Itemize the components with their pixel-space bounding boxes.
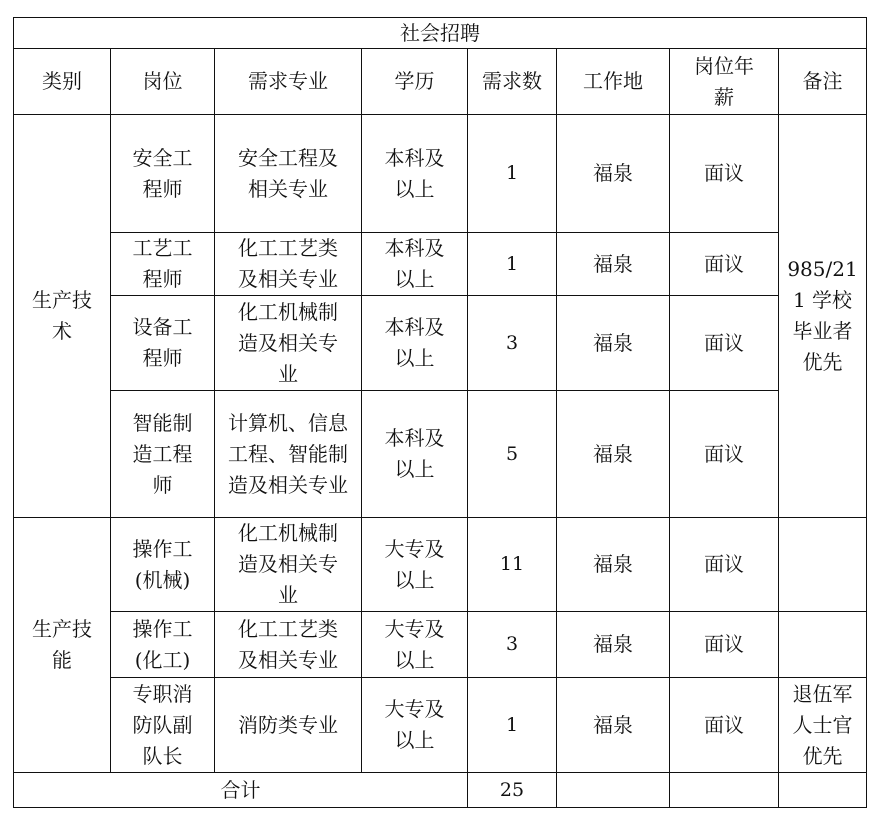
table-row [14,296,867,391]
salary-cell: 面议 [670,612,779,678]
major-cell: 计算机、信息工程、智能制造及相关专业 [215,391,362,518]
major-cell: 化工机械制造及相关专业 [215,518,362,612]
location-cell: 福泉 [557,678,670,773]
education-cell: 大专及以上 [362,518,468,612]
count-cell: 1 [468,678,557,773]
header-location: 工作地 [557,49,670,115]
count-cell: 5 [468,391,557,518]
major-cell: 化工工艺类及相关专业 [215,612,362,678]
position-cell: 操作工(机械) [111,518,215,612]
position-cell: 安全工程师 [111,115,215,233]
remarks-cell [779,518,867,612]
location-cell: 福泉 [557,296,670,391]
remarks-cell: 退伍军人士官优先 [779,678,867,773]
empty-cell [670,773,779,808]
header-major: 需求专业 [215,49,362,115]
title-row [14,18,867,49]
category-cell: 生产技术 [14,115,111,518]
education-cell: 大专及以上 [362,678,468,773]
table-row [14,391,867,518]
major-cell: 安全工程及相关专业 [215,115,362,233]
location-cell: 福泉 [557,518,670,612]
table-row [14,233,867,296]
empty-cell [779,773,867,808]
location-cell: 福泉 [557,115,670,233]
education-cell: 本科及以上 [362,391,468,518]
total-label: 合计 [14,773,468,808]
salary-cell: 面议 [670,518,779,612]
major-cell: 化工机械制造及相关专业 [215,296,362,391]
count-cell: 11 [468,518,557,612]
location-cell: 福泉 [557,391,670,518]
total-row [14,773,867,808]
remarks-cell: 985/211 学校毕业者优先 [779,115,867,518]
recruitment-table [13,17,867,808]
education-cell: 本科及以上 [362,115,468,233]
salary-cell: 面议 [670,678,779,773]
education-cell: 本科及以上 [362,296,468,391]
position-cell: 设备工程师 [111,296,215,391]
location-cell: 福泉 [557,233,670,296]
header-position: 岗位 [111,49,215,115]
header-education: 学历 [362,49,468,115]
position-cell: 工艺工程师 [111,233,215,296]
table-row [14,518,867,612]
major-cell: 化工工艺类及相关专业 [215,233,362,296]
table-row [14,612,867,678]
header-row [14,49,867,115]
header-remarks: 备注 [779,49,867,115]
count-cell: 1 [468,233,557,296]
table-row [14,678,867,773]
salary-cell: 面议 [670,391,779,518]
header-count: 需求数 [468,49,557,115]
total-count: 25 [468,773,557,808]
education-cell: 大专及以上 [362,612,468,678]
remarks-cell [779,612,867,678]
salary-cell: 面议 [670,115,779,233]
location-cell: 福泉 [557,612,670,678]
salary-cell: 面议 [670,233,779,296]
salary-cell: 面议 [670,296,779,391]
count-cell: 3 [468,612,557,678]
table-row [14,115,867,233]
category-cell: 生产技能 [14,518,111,773]
count-cell: 3 [468,296,557,391]
empty-cell [557,773,670,808]
position-cell: 智能制造工程师 [111,391,215,518]
table-title: 社会招聘 [14,18,867,49]
count-cell: 1 [468,115,557,233]
header-salary: 岗位年薪 [670,49,779,115]
position-cell: 操作工(化工) [111,612,215,678]
header-category: 类别 [14,49,111,115]
education-cell: 本科及以上 [362,233,468,296]
position-cell: 专职消防队副队长 [111,678,215,773]
major-cell: 消防类专业 [215,678,362,773]
